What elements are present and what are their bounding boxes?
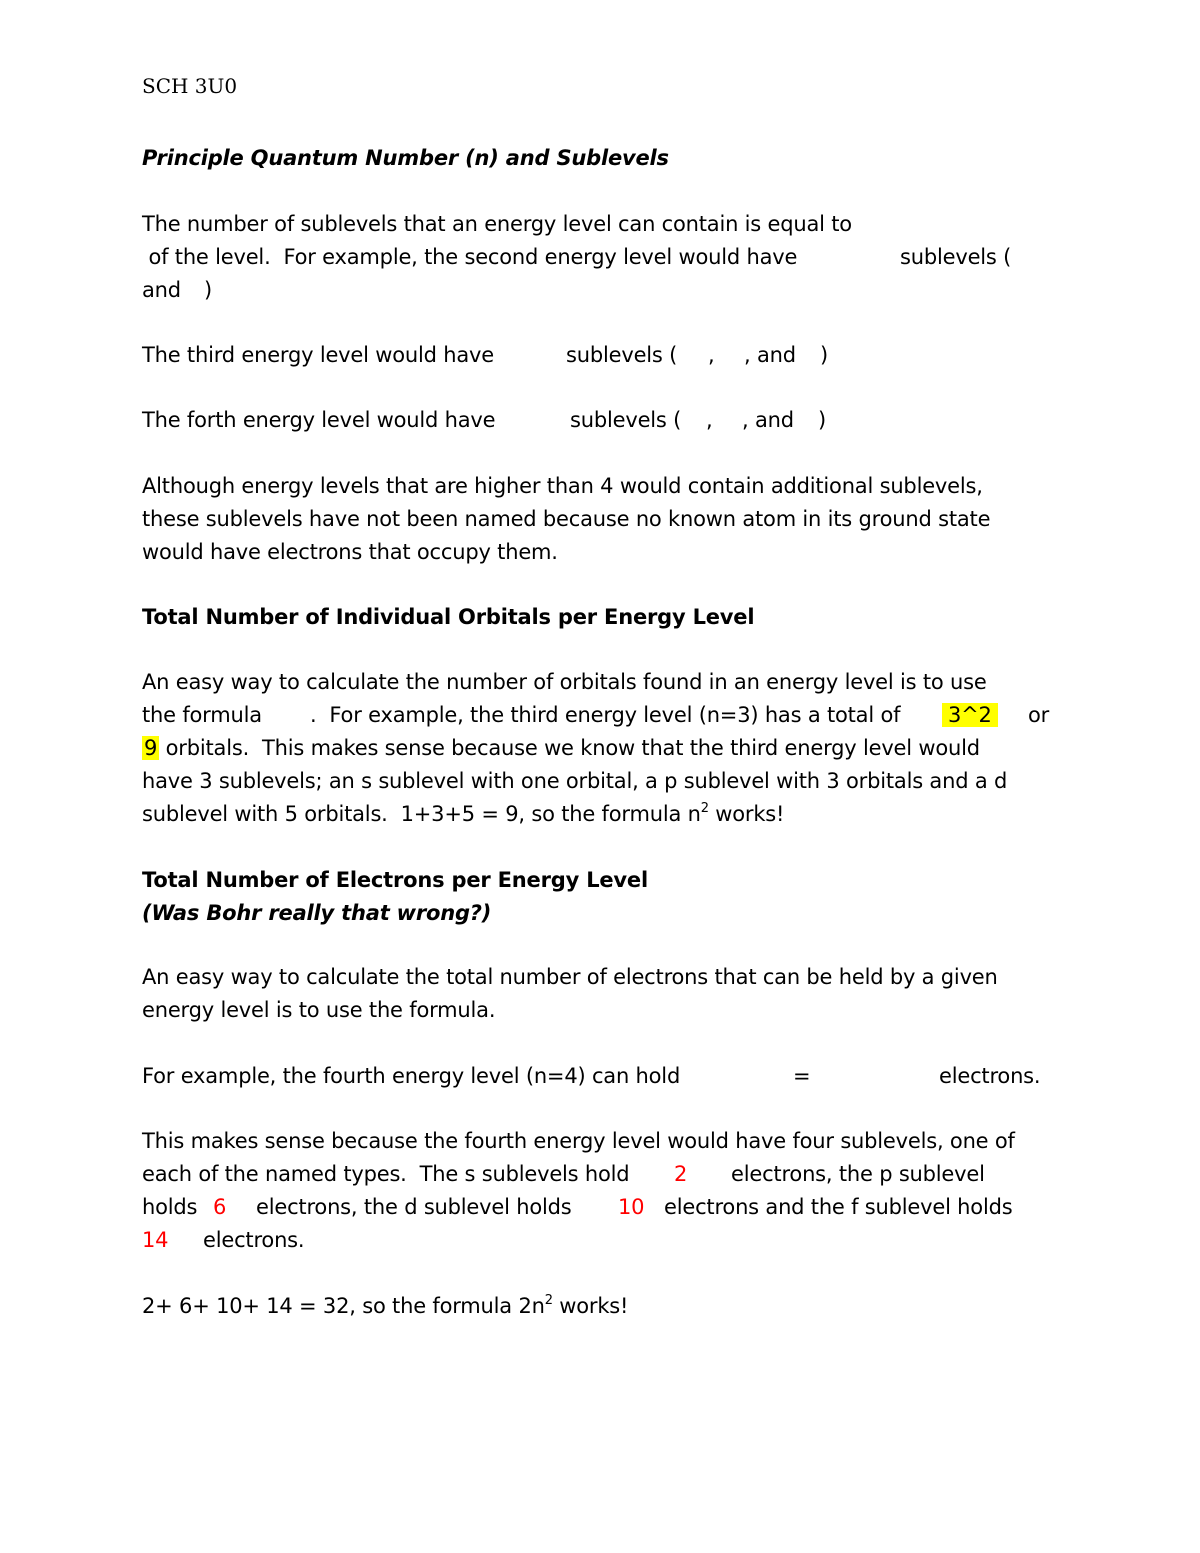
paragraph-line: Although energy levels that are higher than 4 would contain additional sublevels,	[142, 474, 983, 498]
paragraph-line	[566, 341, 677, 369]
text-run: electrons.	[939, 1064, 1041, 1088]
text-run: =	[793, 1064, 811, 1088]
text-run: ,	[706, 408, 713, 432]
text-run: sublevels (	[566, 343, 678, 367]
paragraph-line	[731, 1160, 985, 1188]
text-run: the formula	[142, 703, 262, 727]
paragraph-line	[942, 701, 998, 729]
text-run: sublevel with 5 orbitals. 1+3+5 = 9, so the formula n	[142, 802, 701, 826]
paragraph-line	[142, 800, 784, 828]
text-run: , and	[744, 343, 796, 367]
section-title-orbitals: Total Number of Individual Orbitals per Energy Level	[142, 605, 755, 629]
text-run: electrons, the p sublevel	[731, 1162, 985, 1186]
text-run: sublevels (	[900, 245, 1012, 269]
text-run: ,	[708, 343, 715, 367]
text-run: works!	[552, 1294, 629, 1318]
text-run: For example, the fourth energy level (n=4) can hold	[142, 1064, 681, 1088]
paragraph-line: have 3 sublevels; an s sublevel with one orbital, a p sublevel with 3 orbitals and a d	[142, 769, 1008, 793]
text-run: The third energy level would have	[142, 343, 494, 367]
text-run: of the level. For example, the second energy level would have	[142, 245, 798, 269]
paragraph-line: This makes sense because the fourth energy level would have four sublevels, one of	[142, 1129, 1015, 1153]
text-run: )	[820, 343, 828, 367]
text-run: electrons.	[203, 1228, 305, 1252]
paragraph-line	[142, 243, 797, 271]
paragraph-line: The number of sublevels that an energy level can contain is equal to	[142, 212, 852, 236]
paragraph-line	[793, 1062, 810, 1090]
paragraph-line	[142, 341, 494, 369]
text-run: The forth energy level would have	[142, 408, 496, 432]
text-run: sublevels (	[570, 408, 682, 432]
text-run: )	[204, 278, 212, 302]
text-run: holds	[142, 1195, 198, 1219]
text-run: 2+ 6+ 10+ 14 = 32, so the formula 2n	[142, 1294, 545, 1318]
paragraph-line: these sublevels have not been named because no known atom in its ground state	[142, 507, 991, 531]
superscript: 2	[544, 1293, 553, 1308]
text-run: electrons, the d sublevel holds	[256, 1195, 572, 1219]
paragraph-line	[820, 341, 828, 369]
section-title-electrons: Total Number of Electrons per Energy Level	[142, 868, 648, 892]
text-run: and	[142, 278, 181, 302]
paragraph-line: would have electrons that occupy them.	[142, 540, 558, 564]
text-run: works!	[708, 802, 785, 826]
course-code: SCH 3U0	[142, 74, 238, 98]
paragraph-line	[142, 1062, 680, 1090]
paragraph-line	[900, 243, 1011, 271]
paragraph-line	[939, 1062, 1040, 1090]
paragraph-line	[742, 406, 794, 434]
paragraph-line	[570, 406, 681, 434]
paragraph-line	[142, 701, 262, 729]
paragraph-line	[664, 1193, 1012, 1221]
paragraph-line	[142, 276, 181, 304]
text-run: . For example, the third energy level (n=3) has a total of	[310, 703, 901, 727]
red-answer: 14	[142, 1228, 169, 1252]
paragraph-line: energy level is to use the formula.	[142, 998, 496, 1022]
paragraph-line	[744, 341, 796, 369]
text-run: orbitals. This makes sense because we know that the third energy level would	[159, 736, 980, 760]
section-subtitle: (Was Bohr really that wrong?)	[142, 901, 492, 925]
text-run: , and	[742, 408, 794, 432]
paragraph-line: An easy way to calculate the total number of electrons that can be held by a given	[142, 965, 998, 989]
section-title-sublevels: Principle Quantum Number (n) and Sublevels	[142, 146, 669, 170]
paragraph-line	[706, 406, 712, 434]
paragraph-line	[142, 406, 495, 434]
paragraph-line	[310, 701, 900, 729]
paragraph-line	[1028, 701, 1049, 729]
text-run: electrons and the f sublevel holds	[664, 1195, 1013, 1219]
red-answer: 6	[213, 1195, 227, 1219]
red-answer: 10	[618, 1195, 645, 1219]
paragraph-line: An easy way to calculate the number of orbitals found in an energy level is to use	[142, 670, 987, 694]
highlighted-answer: 3^2	[942, 703, 998, 727]
superscript: 2	[700, 801, 709, 816]
text-run: )	[818, 408, 826, 432]
text-run: each of the named types. The s sublevels hold	[142, 1162, 630, 1186]
paragraph-line	[256, 1193, 571, 1221]
paragraph-line	[203, 1226, 304, 1254]
paragraph-line	[142, 1292, 628, 1320]
paragraph-line	[708, 341, 714, 369]
highlighted-answer: 9	[144, 736, 158, 760]
paragraph-line	[818, 406, 826, 434]
text-run: or	[1028, 703, 1050, 727]
red-answer: 2	[674, 1162, 688, 1186]
paragraph-line	[142, 1193, 197, 1221]
paragraph-line	[142, 1160, 629, 1188]
paragraph-line	[142, 734, 980, 762]
paragraph-line	[204, 276, 212, 304]
